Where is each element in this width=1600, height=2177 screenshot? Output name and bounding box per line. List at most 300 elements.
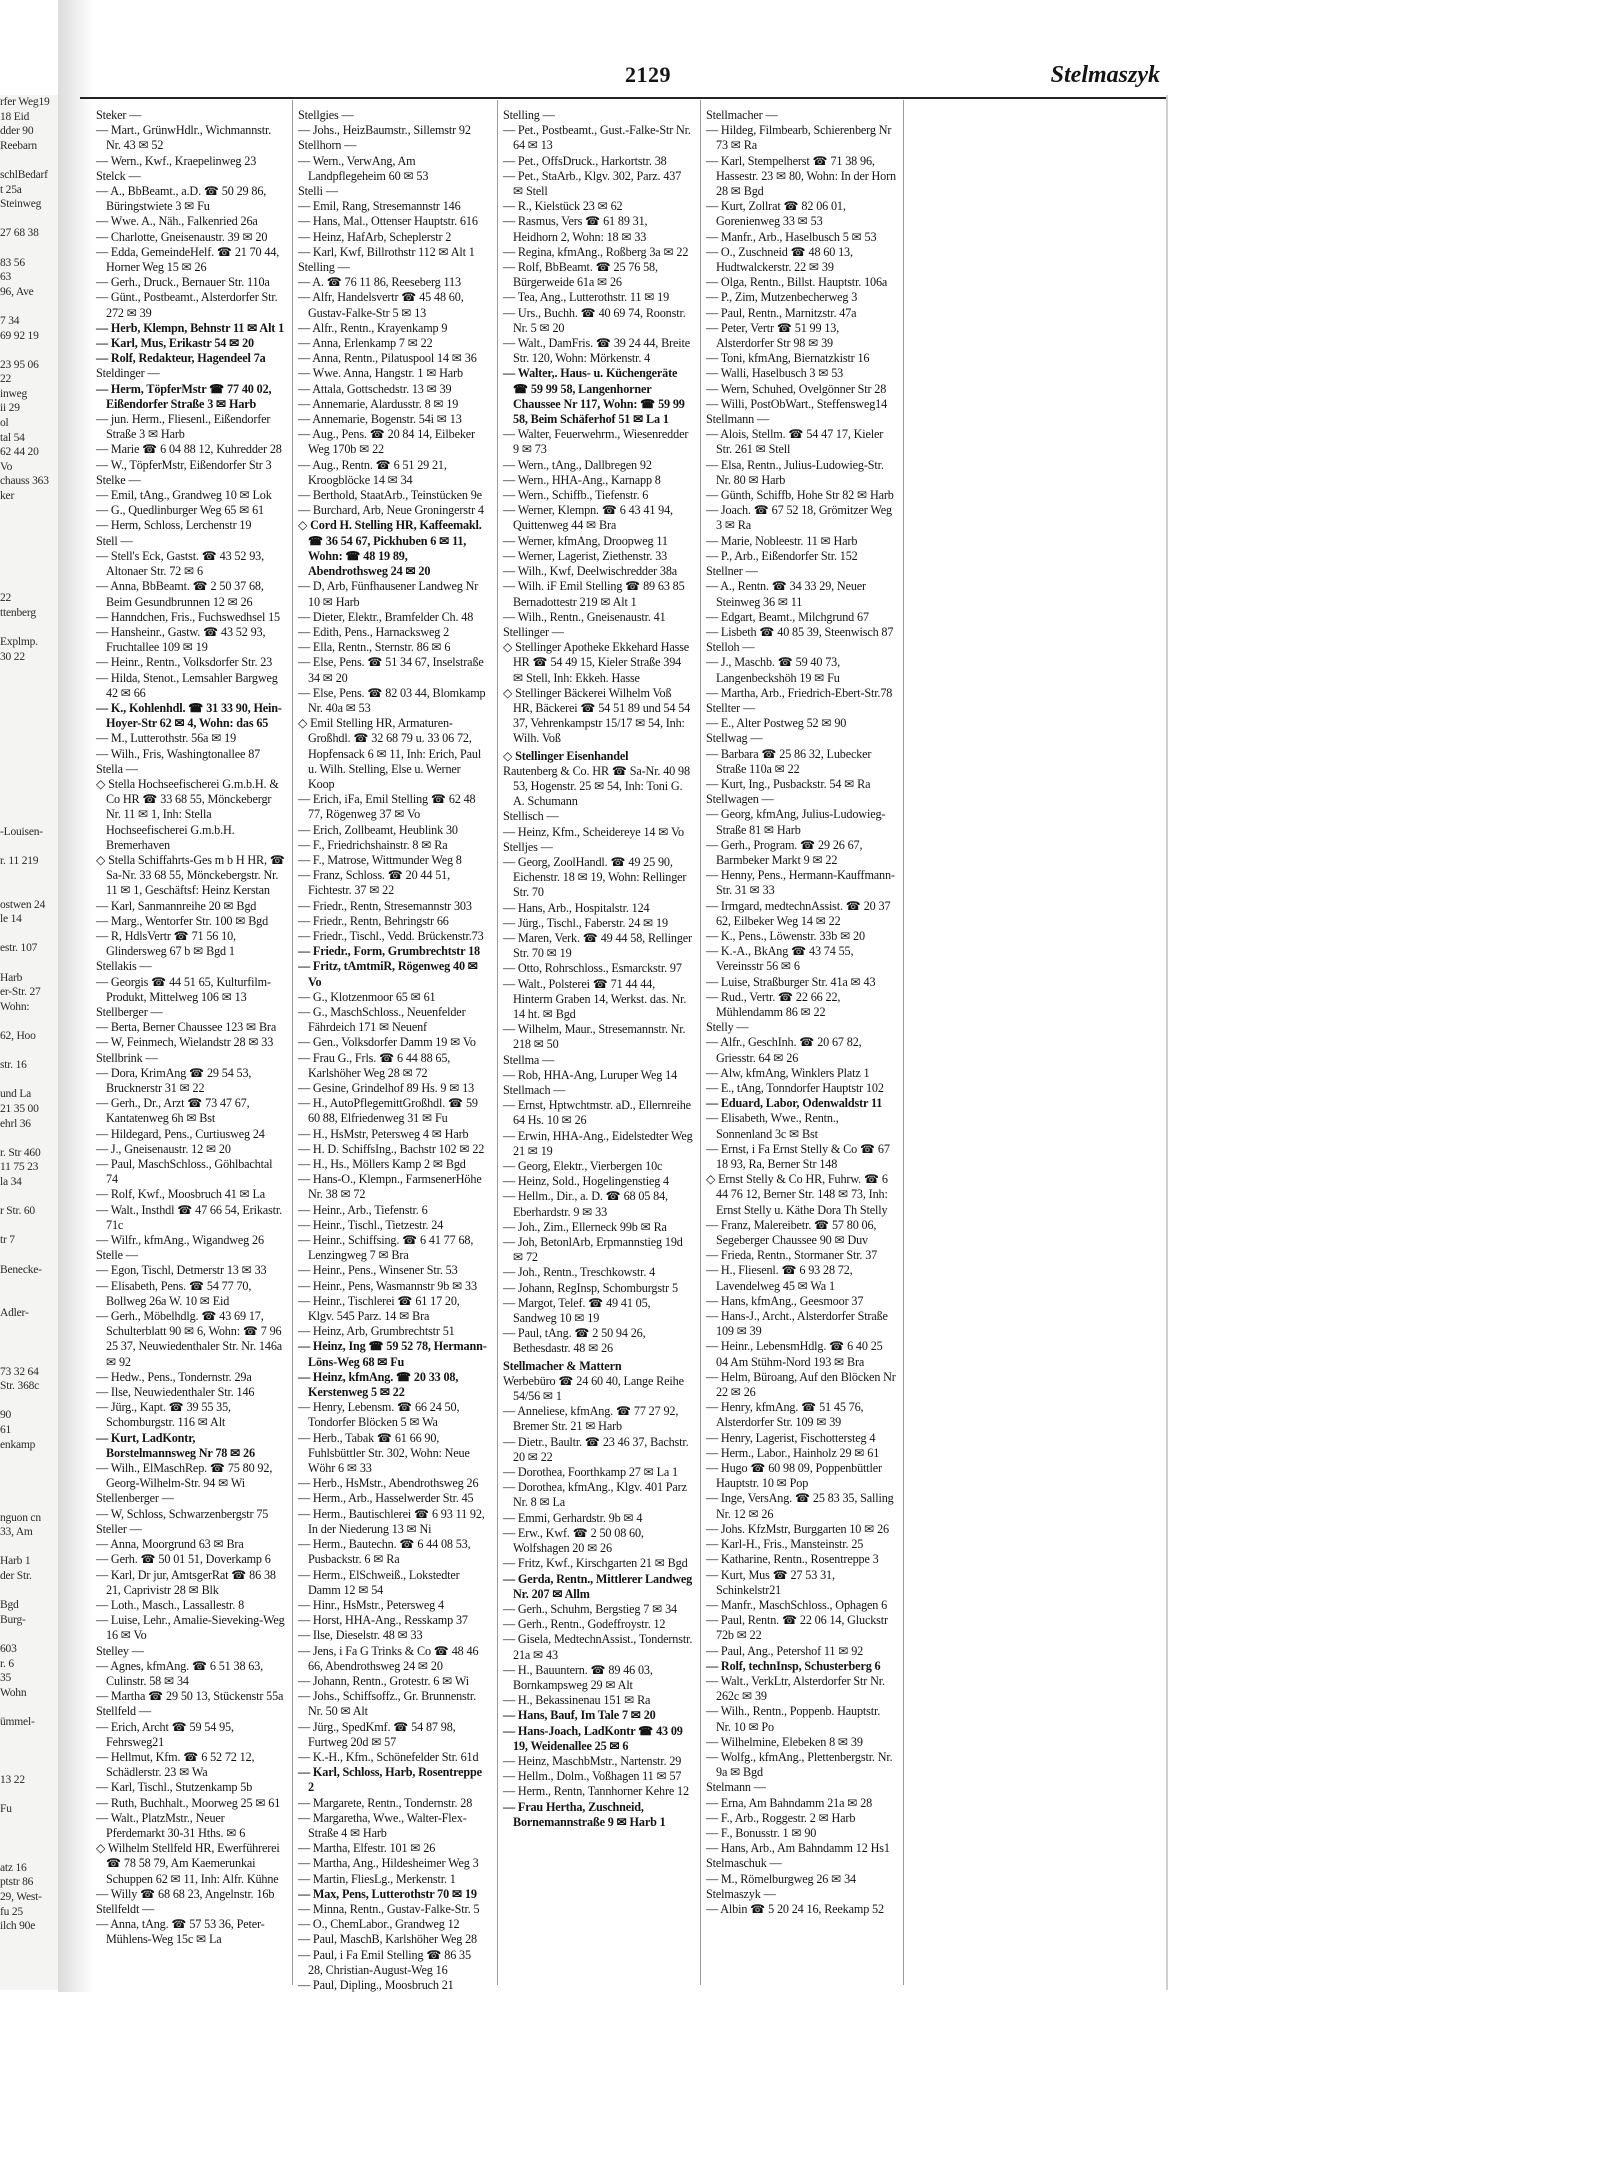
directory-entry: — Gisela, MedtechnAssist., Tondernstr. 21a ✉ 43 — [503, 1632, 693, 1662]
column-divider — [292, 100, 293, 1985]
margin-fragment: enkamp — [0, 1438, 36, 1451]
directory-entry: — F., Friedrichshainstr. 8 ✉ Ra — [298, 837, 448, 852]
margin-fragment — [0, 1073, 58, 1088]
directory-entry: — A., Rentn. ☎ 34 33 29, Neuer Steinweg 36 ✉ 11 — [706, 579, 866, 609]
margin-fragment: 33, Am — [0, 1526, 33, 1539]
directory-entry: — Elsa, Rentn., Julius-Ludowieg-Str. Nr. 80 ✉ Harb — [706, 457, 884, 487]
directory-entry: — Wolfg., kfmAng., Plettenbergstr. Nr. 9a ✉ Bgd — [706, 1749, 893, 1780]
margin-fragment — [0, 839, 58, 854]
directory-entry: — Paul, MaschB, Karlshöher Weg 28 — [298, 1932, 477, 1947]
directory-entry: — Willy ☎ 68 68 23, Angelnstr. 16b — [96, 1886, 275, 1901]
directory-entry: — Günth, Schiffb, Hohe Str 82 ✉ Harb — [706, 488, 894, 503]
margin-fragment: rfer Weg19 — [0, 96, 50, 108]
directory-entry: — Fritz, tAmtmiR, Rögenweg 40 ✉ Vo — [298, 959, 478, 989]
directory-entry: — Karl, Tischl., Stutzenkamp 5b — [96, 1780, 253, 1795]
directory-entry: — Kurt, LadKontr, Borstelmannsweg Nr 78 ✉ 26 — [96, 1430, 255, 1460]
directory-entry: — Willi, PostObWart., Steffensweg14 — [706, 396, 888, 411]
directory-entry: — Walter, Feuerwehrm., Wiesenredder 9 ✉ 73 — [503, 427, 689, 457]
directory-entry: — Walter,. Haus- u. Küchengeräte ☎ 59 99 58, Langenhorner Chaussee Nr 117, Wohn: ☎ 59 99 58, Beim Schäferhof 51 ✉ La 1 — [503, 366, 685, 427]
directory-entry: — Karl-H., Fris., Mansteinstr. 25 — [706, 1537, 864, 1552]
directory-entry: — Herm., ElSchweiß., Lokstedter Damm 12 ✉ 54 — [298, 1567, 460, 1597]
directory-entry: ◇ Stella Hochseefischerei G.m.b.H. & Co HR ☎ 33 68 55, Mönckebergr Nr. 11 ✉ 1, Inh: Stella Hochseefischerei G.m.b.H. Bremerhaven — [96, 776, 279, 852]
directory-entry: — Elisabeth, Pens. ☎ 54 77 70, Bollweg 26a W. 10 ✉ Eid — [96, 1278, 252, 1308]
directory-entry: — Frau G., Frls. ☎ 6 44 88 65, Karlshöher Weg 28 ✉ 72 — [298, 1050, 451, 1080]
margin-fragment — [0, 1321, 58, 1336]
directory-entry: — Rolf, Kwf., Moosbruch 41 ✉ La — [96, 1187, 266, 1202]
directory-entry: — Emil, tAng., Grandweg 10 ✉ Lok — [96, 488, 272, 503]
margin-fragment — [0, 1394, 58, 1409]
margin-fragment: ol — [0, 417, 9, 430]
directory-entry: — Paul, MaschSchloss., Göhlbachtal 74 — [96, 1157, 273, 1187]
margin-fragment: le 14 — [0, 913, 22, 926]
margin-fragment — [0, 1044, 58, 1059]
margin-fragment — [0, 241, 58, 256]
directory-entry: — F., Matrose, Wittmunder Weg 8 — [298, 852, 462, 867]
directory-entry: — Joh., Rentn., Treschkowstr. 4 — [503, 1265, 656, 1280]
margin-fragment — [0, 679, 58, 694]
margin-fragment — [0, 781, 58, 796]
directory-entry: — Hanndchen, Fris., Fuchswedhsel 15 — [96, 609, 280, 624]
margin-fragment: Bgd — [0, 1599, 19, 1612]
directory-entry: — Martha, Ang., Hildesheimer Weg 3 — [298, 1856, 479, 1871]
directory-entry: — Horst, HHA-Ang., Resskamp 37 — [298, 1613, 468, 1628]
directory-entry: — Hellm., Dir., a. D. ☎ 68 05 84, Eberhardstr. 9 ✉ 33 — [503, 1189, 668, 1219]
margin-fragment — [0, 1832, 58, 1847]
directory-entry: — Johs., Schiffsoffz., Gr. Brunnenstr. Nr. 50 ✉ Alt — [298, 1689, 477, 1719]
margin-fragment: r. 6 — [0, 1657, 14, 1670]
directory-entry: — Manfr., Arb., Haselbusch 5 ✉ 53 — [706, 229, 877, 244]
directory-entry: — G., Klotzenmoor 65 ✉ 61 — [298, 989, 436, 1004]
margin-fragment — [0, 504, 58, 519]
margin-fragment — [0, 547, 58, 562]
directory-entry: — Georg, Elektr., Vierbergen 10c — [503, 1159, 663, 1174]
directory-entry: — Pet., StaArb., Klgv. 302, Parz. 437 ✉ Stell — [503, 168, 682, 199]
directory-entry: — Otto, Rohrschloss., Esmarckstr. 97 — [503, 961, 682, 976]
directory-entry: — Hans, Mal., Ottenser Hauptstr. 616 — [298, 214, 478, 229]
directory-entry: — Herb., HsMstr., Abendrothsweg 26 — [298, 1476, 479, 1491]
surname-heading: Stellakis — — [96, 959, 152, 974]
directory-entry: — Karl, Sanmannreihe 20 ✉ Bgd — [96, 898, 257, 913]
margin-fragment: 62, Hoo — [0, 1030, 36, 1042]
margin-fragment: 63 — [0, 271, 12, 284]
directory-entry: — P., Arb., Eißendorfer Str. 152 — [706, 548, 858, 563]
margin-fragment: 23 95 06 — [0, 358, 39, 371]
directory-entry: — Paul, Ang., Petershof 11 ✉ 92 — [706, 1643, 864, 1658]
directory-entry: — W, Feinmech, Wielandstr 28 ✉ 33 — [96, 1035, 274, 1050]
margin-fragment — [0, 927, 58, 942]
directory-entry: — Hans, Bauf, Im Tale 7 ✉ 20 — [503, 1708, 656, 1723]
margin-fragment: atz 16 — [0, 1861, 27, 1874]
directory-entry: — Herm, TöpferMstr ☎ 77 40 02, Eißendorfer Straße 3 ✉ Harb — [96, 381, 272, 411]
margin-fragment — [0, 1350, 58, 1365]
directory-entry: — Gerh., Rentn., Godeffroystr. 12 — [503, 1617, 666, 1632]
directory-entry: — Alfr., GeschInh. ☎ 20 67 82, Griesstr. 64 ✉ 26 — [706, 1035, 862, 1065]
directory-entry: — Ella, Rentn., Sternstr. 86 ✉ 6 — [298, 640, 451, 655]
margin-fragment — [0, 708, 58, 723]
directory-entry: — Heinr., Rentn., Volksdorfer Str. 23 — [96, 655, 273, 670]
margin-fragment: 22 — [0, 373, 12, 386]
margin-fragment: schlBedarf — [0, 168, 48, 181]
directory-entry: — Walt., VerkLtr, Alsterdorfer Str Nr. 262c ✉ 39 — [706, 1673, 885, 1704]
directory-entry: — Joach. ☎ 67 52 18, Grömitzer Weg 3 ✉ Ra — [706, 503, 892, 533]
margin-fragment: Reebarn — [0, 139, 37, 152]
directory-entry: — Karl, Schloss, Harb, Rosentreppe 2 — [298, 1765, 482, 1795]
directory-entry: — Herm., Arb., Hasselwerder Str. 45 — [298, 1491, 474, 1506]
directory-entry: — Jens, i Fa G Trinks & Co ☎ 48 46 66, Abendrothsweg 24 ✉ 20 — [298, 1643, 479, 1673]
margin-fragment — [0, 153, 58, 168]
directory-entry: — Kurt, Zollrat ☎ 82 06 01, Gorenienweg 33 ✉ 53 — [706, 199, 846, 229]
directory-entry: ◇ Stellinger Bäckerei Wilhelm Voß HR, Bäckerei ☎ 54 51 89 und 54 54 37, Vehrenkampstr 15/17 ✉ 54, Inh: Wilh. Voß — [503, 685, 691, 746]
directory-entry: — Hinr., HsMstr., Petersweg 4 — [298, 1597, 444, 1612]
margin-fragment: Str. 368c — [0, 1380, 40, 1393]
margin-fragment: str. 16 — [0, 1059, 27, 1072]
directory-entry: — Herm., Labor., Hainholz 29 ✉ 61 — [706, 1445, 880, 1460]
margin-fragment — [0, 664, 58, 679]
directory-entry: — Ilse, Neuwiedenthaler Str. 146 — [96, 1385, 255, 1400]
directory-entry: — Walt., Insthdl ☎ 47 66 54, Erikastr. 71c — [96, 1202, 282, 1232]
directory-entry: — Herm, Schloss, Lerchenstr 19 — [96, 518, 252, 533]
directory-entry: — Rolf, technInsp, Schusterberg 6 — [706, 1658, 881, 1673]
margin-fragment: ostwen 24 — [0, 898, 46, 911]
directory-column-4 — [706, 108, 896, 1988]
directory-entry: — Else, Pens. ☎ 82 03 44, Blomkamp Nr. 40a ✉ 53 — [298, 685, 486, 715]
directory-entry: — Henry, Lebensm. ☎ 66 24 50, Tondorfer Blöcken 5 ✉ Wa — [298, 1400, 460, 1430]
surname-heading: Stelli — — [298, 184, 338, 199]
directory-entry: — Martha ☎ 29 50 13, Stückenstr 55a — [96, 1689, 284, 1704]
margin-fragment — [0, 1759, 58, 1774]
directory-entry: — Heinz, Ing ☎ 59 52 78, Hermann-Löns-Weg 68 ✉ Fu — [298, 1339, 487, 1369]
directory-entry: — Anna, Rentn., Pilatuspool 14 ✉ 36 — [298, 351, 477, 366]
directory-entry: — Dorothea, kfmAng., Klgv. 401 Parz Nr. 8 ✉ La — [503, 1480, 687, 1510]
directory-entry: — Pet., Postbeamt., Gust.-Falke-Str Nr. 64 ✉ 13 — [503, 123, 691, 153]
directory-entry: — H. D. SchiffsIng., Bachstr 102 ✉ 22 — [298, 1141, 485, 1156]
directory-entry: — Rasmus, Vers ☎ 61 89 31, Heidhorn 2, Wohn: 18 ✉ 33 — [503, 214, 648, 244]
directory-entry: — Hans, Arb., Am Bahndamm 12 Hs1 — [706, 1841, 890, 1856]
directory-entry: — Wilh., ElMaschRep. ☎ 75 80 92, Georg-Wilhelm-Str. 94 ✉ Wi — [96, 1461, 273, 1491]
directory-entry: — Ilse, Dieselstr. 48 ✉ 33 — [298, 1628, 423, 1643]
directory-entry: — Werner, Lagerist, Ziethenstr. 33 — [503, 548, 668, 563]
margin-fragment — [0, 723, 58, 738]
directory-entry: — Ernst, Hptwchtmstr. aD., Ellernreihe 64 Hs. 10 ✉ 26 — [503, 1098, 691, 1128]
directory-entry: — P., Zim, Mutzenbecherweg 3 — [706, 290, 858, 305]
directory-entry: — Wern, Schuhed, Ovelgönner Str 28 — [706, 381, 887, 396]
margin-fragment: 29, West- — [0, 1891, 42, 1904]
firm-entry: ◇ Stellinger Eisenhandel — [503, 748, 629, 763]
surname-heading: Stellinger — — [503, 624, 564, 639]
directory-entry: — K.-A., BkAng ☎ 43 74 55, Vereinsstr 56 ✉ 6 — [706, 944, 854, 974]
directory-entry: Werbebüro ☎ 24 60 40, Lange Reihe 54/56 ✉ 1 — [503, 1373, 684, 1404]
directory-entry: — M., Lutterothstr. 56a ✉ 19 — [96, 731, 237, 746]
directory-entry: — Wern., Schiffb., Tiefenstr. 6 — [503, 488, 649, 503]
directory-entry: — J., Gneisenaustr. 12 ✉ 20 — [96, 1141, 231, 1156]
margin-fragment: Steinweg — [0, 198, 42, 211]
directory-entry: — Gerda, Rentn., Mittlerer Landweg Nr. 207 ✉ Allm — [503, 1571, 693, 1601]
margin-fragment — [0, 766, 58, 781]
directory-entry: — R., Kielstück 23 ✉ 62 — [503, 199, 623, 214]
directory-entry: — Elisabeth, Wwe., Rentn., Sonnenland 3c ✉ Bst — [706, 1111, 839, 1141]
directory-entry: — Gerh., Dr., Arzt ☎ 73 47 67, Kantatenweg 6h ✉ Bst — [96, 1096, 250, 1126]
margin-fragment: 7 34 — [0, 314, 20, 327]
directory-entry: — Wilh., Rentn., Poppenb. Hauptstr. Nr. 10 ✉ Po — [706, 1704, 881, 1734]
margin-fragment: Benecke- — [0, 1263, 42, 1276]
directory-entry: — Wern., Kwf., Kraepelinweg 23 — [96, 153, 257, 168]
directory-entry: — Else, Pens. ☎ 51 34 67, Inselstraße 34 ✉ 20 — [298, 655, 484, 685]
directory-entry: — Wilh., Rentn., Gneisenaustr. 41 — [503, 609, 666, 624]
directory-entry: — Dora, KrimAng ☎ 29 54 53, Brucknerstr 31 ✉ 22 — [96, 1065, 252, 1095]
directory-column-3 — [503, 108, 693, 1988]
directory-entry: — Walt., Polsterei ☎ 71 44 44, Hinterm Graben 14, Werkst. das. Nr. 14 ht. ✉ Bgd — [503, 976, 687, 1021]
margin-fragment — [0, 868, 58, 883]
directory-entry: — Wern., tAng., Dallbregen 92 — [503, 457, 652, 472]
directory-entry: — Erwin, HHA-Ang., Eidelstedter Weg 21 ✉ 19 — [503, 1128, 693, 1158]
directory-entry: — Werner, kfmAng, Droopweg 11 — [503, 533, 668, 548]
margin-fragment: Adler- — [0, 1307, 29, 1320]
margin-fragment: Wohn — [0, 1686, 27, 1699]
directory-entry: — Edda, GemeindeHelf. ☎ 21 70 44, Horner Weg 15 ✉ 26 — [96, 244, 280, 275]
directory-entry: — H., HsMstr, Petersweg 4 ✉ Harb — [298, 1126, 469, 1141]
margin-fragment — [0, 533, 58, 548]
directory-entry: — Berthold, StaatArb., Teinstücken 9e — [298, 488, 482, 503]
directory-entry: ◇ Stellinger Apotheke Ekkehard Hasse HR ☎ 54 49 15, Kieler Straße 394 ✉ Stell, Inh: Ekkeh. Hasse — [503, 640, 690, 685]
directory-entry: — Attala, Gottschedstr. 13 ✉ 39 — [298, 381, 452, 396]
margin-fragment: chauss 363 — [0, 475, 49, 488]
margin-fragment — [0, 1335, 58, 1350]
directory-entry: — Jürg., Tischl., Faberstr. 24 ✉ 19 — [503, 915, 668, 930]
directory-entry: — Manfr., MaschSchloss., Ophagen 6 — [706, 1597, 888, 1612]
directory-entry: — Anna, Moorgrund 63 ✉ Bra — [96, 1537, 244, 1552]
directory-entry: — Erna, Am Bahndamm 21a ✉ 28 — [706, 1795, 873, 1810]
directory-entry: — Marie ☎ 6 04 88 12, Kuhredder 28 — [96, 442, 282, 457]
blank-right-margin — [1172, 0, 1600, 2177]
directory-entry: — Friedr., Form, Grumbrechtstr 18 — [298, 944, 481, 959]
margin-fragment: 13 22 — [0, 1774, 25, 1787]
surname-heading: Steller — — [96, 1521, 142, 1536]
directory-entry: — Hildeg, Filmbearb, Schierenberg Nr 73 ✉ Ra — [706, 123, 892, 153]
directory-entry: — Hildegard, Pens., Curtiusweg 24 — [96, 1126, 265, 1141]
directory-entry: — Werner, Klempn. ☎ 6 43 41 94, Quittenweg 44 ✉ Bra — [503, 503, 673, 533]
directory-entry: — Anneliese, kfmAng. ☎ 77 27 92, Bremer Str. 21 ✉ Harb — [503, 1404, 679, 1434]
directory-entry: — Alfr, Handelsvertr ☎ 45 48 60, Gustav-Falke-Str 5 ✉ 13 — [298, 290, 464, 320]
directory-entry: — Hellm., Dolm., Voßhagen 11 ✉ 57 — [503, 1769, 682, 1784]
directory-entry: — F., Arb., Roggestr. 2 ✉ Harb — [706, 1810, 856, 1825]
margin-fragment — [0, 1627, 58, 1642]
directory-entry: — Frieda, Rentn., Stormaner Str. 37 — [706, 1248, 878, 1263]
directory-entry: — Herm., Bautischlerei ☎ 6 93 11 92, In der Niederung 13 ✉ Ni — [298, 1506, 485, 1536]
directory-entry: — Anna, Erlenkamp 7 ✉ 22 — [298, 336, 433, 351]
margin-fragment: r Str. 60 — [0, 1205, 35, 1218]
margin-fragment: Vo — [0, 460, 13, 473]
margin-fragment: ii 29 — [0, 402, 20, 415]
directory-entry: — Heinr., LebensmHdlg. ☎ 6 40 25 04 Am Stühm-Nord 193 ✉ Bra — [706, 1339, 883, 1369]
directory-entry: — A. ☎ 76 11 86, Reeseberg 113 — [298, 275, 461, 290]
directory-entry: — O., Zuschneid ☎ 48 60 13, Hudtwalckerstr. 22 ✉ 39 — [706, 244, 853, 275]
directory-entry: — Johs. KfzMstr, Burggarten 10 ✉ 26 — [706, 1521, 889, 1536]
directory-entry: — Heinr., Schiffsing. ☎ 6 41 77 68, Lenzingweg 7 ✉ Bra — [298, 1233, 474, 1263]
margin-fragment — [0, 1481, 58, 1496]
margin-fragment: -Louisen- — [0, 825, 43, 838]
margin-fragment — [0, 1788, 58, 1803]
surname-heading: Stellner — — [706, 564, 758, 579]
directory-entry: — Johs., HeizBaumstr., Sillemstr 92 — [298, 123, 471, 138]
surname-heading: Stellma — — [503, 1052, 555, 1067]
directory-entry: — Aug., Pens. ☎ 20 84 14, Eilbeker Weg 170b ✉ 22 — [298, 427, 475, 457]
directory-entry: ◇ Emil Stelling HR, Armaturen-Großhdl. ☎ 32 68 79 u. 33 06 72, Hopfensack 6 ✉ 11, Inh: Erich, Paul u. Wilh. Stelling, Else u. Werner Koop — [298, 716, 482, 791]
surname-heading: Stelling — — [298, 260, 350, 275]
margin-fragment — [0, 343, 58, 358]
directory-entry: — H., Bauuntern. ☎ 89 46 03, Bornkampsweg 29 ✉ Alt — [503, 1662, 653, 1692]
margin-fragment: 18 Eid — [0, 110, 30, 123]
directory-entry: — Gerh., Schuhm, Bergstieg 7 ✉ 34 — [503, 1601, 677, 1616]
margin-fragment: t 25a — [0, 183, 22, 196]
column-divider — [700, 100, 701, 1985]
directory-entry: — Emmi, Gerhardstr. 9b ✉ 4 — [503, 1510, 643, 1525]
directory-entry: — Paul, Dipling., Moosbruch 21 — [298, 1977, 454, 1992]
directory-entry: — Marie, Nobleestr. 11 ✉ Harb — [706, 533, 858, 548]
directory-entry: — Martha, Arb., Friedrich-Ebert-Str.78 — [706, 685, 893, 700]
directory-entry: — Margaretha, Wwe., Walter-Flex-Straße 4 ✉ Harb — [298, 1810, 467, 1840]
directory-entry: — Rolf, BbBeamt. ☎ 25 76 58, Bürgerweide 61a ✉ 26 — [503, 260, 658, 290]
margin-fragment — [0, 212, 58, 227]
directory-entry: — Hellmut, Kfm. ☎ 6 52 72 12, Schädlerstr. 23 ✉ Wa — [96, 1749, 255, 1780]
directory-entry: — Dietr., Baultr. ☎ 23 46 37, Bachstr. 20 ✉ 22 — [503, 1434, 689, 1464]
surname-heading: Stellenberger — — [96, 1491, 174, 1506]
directory-entry: — Friedr., Rentn, Stresemannstr 303 — [298, 898, 472, 913]
directory-entry: — Barbara ☎ 25 86 32, Lubecker Straße 110a ✉ 22 — [706, 746, 872, 776]
margin-fragment: ümmel- — [0, 1715, 35, 1728]
margin-fragment: 69 92 19 — [0, 329, 39, 342]
directory-entry: — Paul, Rentn., Marnitzstr. 47a — [706, 305, 857, 320]
blank-bottom-margin — [0, 1992, 1600, 2177]
directory-entry: — Günt., Postbeamt., Alsterdorfer Str. 272 ✉ 39 — [96, 290, 278, 320]
directory-entry: — Herb, Klempn, Behnstr 11 ✉ Alt 1 — [96, 320, 285, 335]
margin-fragment: tr 7 — [0, 1234, 15, 1247]
surname-heading: Stellbrink — — [96, 1050, 158, 1065]
column-divider — [903, 100, 904, 1985]
directory-entry: — Wilhelm, Maur., Stresemannstr. Nr. 218 ✉ 50 — [503, 1022, 686, 1052]
directory-entry: — Alw, kfmAng, Winklers Platz 1 — [706, 1065, 870, 1080]
directory-entry: — Inge, VersAng. ☎ 25 83 35, Salling Nr. 12 ✉ 26 — [706, 1491, 894, 1521]
directory-entry: ◇ Cord H. Stelling HR, Kaffeemakl. ☎ 36 54 67, Pickhuben 6 ✉ 11, Wohn: ☎ 48 19 89, Abendrothsweg 24 ✉ 20 — [298, 518, 482, 579]
directory-entry: — Lisbeth ☎ 40 85 39, Steenwisch 87 — [706, 624, 894, 639]
directory-entry: — Heinz, HafArb, Scheplerstr 2 — [298, 229, 452, 244]
directory-entry: — Erich, Archt ☎ 59 54 95, Fehrsweg21 — [96, 1719, 234, 1749]
margin-fragment: nguon cn — [0, 1511, 41, 1524]
directory-entry: — Henry, Lagerist, Fischottersteg 4 — [706, 1430, 876, 1445]
surname-heading: Stellisch — — [503, 809, 559, 824]
directory-entry: — Dorothea, Foorthkamp 27 ✉ La 1 — [503, 1465, 678, 1480]
margin-fragment: ehrl 36 — [0, 1117, 31, 1130]
page-header — [90, 60, 1160, 94]
margin-fragment: Wohn: — [0, 1000, 30, 1013]
surname-heading: Stelling — — [503, 108, 555, 122]
margin-fragment: 21 35 00 — [0, 1102, 39, 1115]
directory-entry: — H., AutoPflegemittGroßhdl. ☎ 59 60 88, Elfriedenweg 31 ✉ Fu — [298, 1096, 478, 1126]
directory-entry: — Wilh., Kwf, Deelwischredder 38a — [503, 564, 678, 579]
surname-heading: Stelloh — — [706, 640, 755, 655]
margin-fragment — [0, 1846, 58, 1861]
directory-entry: — Wilh., Fris, Washingtonallee 87 — [96, 746, 261, 761]
directory-entry: — H., Bekassinenau 151 ✉ Ra — [503, 1693, 651, 1708]
directory-entry: — Alois, Stellm. ☎ 54 47 17, Kieler Str. 261 ✉ Stell — [706, 427, 884, 457]
directory-entry: — Max, Pens, Lutterothstr 70 ✉ 19 — [298, 1886, 477, 1901]
directory-entry: — Margarete, Rentn., Tondernstr. 28 — [298, 1795, 473, 1810]
directory-entry: — Heinz, Sold., Hogelingenstieg 4 — [503, 1174, 669, 1189]
directory-entry: — Dieter, Elektr., Bramfelder Ch. 48 — [298, 609, 474, 624]
directory-entry: — Erich, iFa, Emil Stelling ☎ 62 48 77, Rögenweg 37 ✉ Vo — [298, 792, 476, 822]
margin-fragment: 27 68 38 — [0, 227, 39, 240]
directory-entry: — Wilh. iF Emil Stelling ☎ 89 63 85 Bernadottestr 219 ✉ Alt 1 — [503, 579, 685, 609]
directory-entry: — Anna, BbBeamt. ☎ 2 50 37 68, Beim Gesundbrunnen 12 ✉ 26 — [96, 579, 264, 609]
margin-fragment — [0, 796, 58, 811]
directory-entry: — F., Bonusstr. 1 ✉ 90 — [706, 1825, 817, 1840]
directory-entry: — Annemarie, Alardusstr. 8 ✉ 19 — [298, 396, 459, 411]
margin-fragment: 11 75 23 — [0, 1161, 39, 1174]
margin-fragment: estr. 107 — [0, 942, 38, 955]
directory-entry: — Joh., Zim., Ellerneck 99b ✉ Ra — [503, 1219, 667, 1234]
margin-fragment: ker — [0, 490, 15, 503]
directory-entry: — Tea, Ang., Lutterothstr. 11 ✉ 19 — [503, 290, 670, 305]
margin-fragment: 96, Ave — [0, 285, 34, 298]
margin-fragment — [0, 1248, 58, 1263]
margin-fragment: fu 25 — [0, 1905, 23, 1918]
directory-entry: — Gerh., Program. ☎ 29 26 67, Barmbeker Markt 9 ✉ 22 — [706, 837, 863, 867]
directory-entry: — Ruth, Buchhalt., Moorweg 25 ✉ 61 — [96, 1795, 281, 1810]
directory-entry: — Rolf, Redakteur, Hagendeel 7a — [96, 351, 266, 366]
directory-entry: — Karl, Kwf, Billrothstr 112 ✉ Alt 1 — [298, 244, 475, 259]
margin-fragment — [0, 562, 58, 577]
directory-entry: — H., Hs., Möllers Kamp 2 ✉ Bgd — [298, 1157, 466, 1172]
directory-entry: — Hansheinr., Gastw. ☎ 43 52 93, Fruchtallee 109 ✉ 19 — [96, 624, 266, 655]
margin-fragment — [0, 1817, 58, 1832]
margin-fragment — [0, 1700, 58, 1715]
surname-heading: Stellgies — — [298, 108, 354, 122]
directory-entry: — Pet., OffsDruck., Harkortstr. 38 — [503, 153, 667, 168]
directory-entry: — Kurt, Ing., Pusbackstr. 54 ✉ Ra — [706, 776, 871, 791]
margin-fragment — [0, 1190, 58, 1205]
margin-fragment — [0, 299, 58, 314]
directory-column-1 — [96, 108, 286, 1988]
directory-entry: — Anna, tAng. ☎ 57 53 36, Peter-Mühlens-Weg 15c ✉ La — [96, 1917, 265, 1947]
directory-entry: — Hans-J., Archt., Alsterdorfer Straße 109 ✉ 39 — [706, 1309, 888, 1339]
surname-heading: Stellmann — — [706, 412, 770, 427]
margin-fragment: 30 22 — [0, 650, 25, 663]
directory-entry: — Helm, Büroang, Auf den Blöcken Nr 22 ✉ 26 — [706, 1369, 896, 1400]
directory-entry: — Mart., GrünwHdlr., Wichmannstr. Nr. 43 ✉ 52 — [96, 123, 272, 153]
directory-entry: — Aug., Rentn. ☎ 6 51 29 21, Kroogblöcke 14 ✉ 34 — [298, 457, 447, 487]
directory-entry: — Heinz, Arb, Grumbrechtstr 51 — [298, 1324, 455, 1339]
surname-heading: Steker — — [96, 108, 142, 122]
directory-entry: — Charlotte, Gneisenaustr. 39 ✉ 20 — [96, 229, 268, 244]
previous-page-edge — [0, 95, 58, 1990]
directory-entry: — Paul, i Fa Emil Stelling ☎ 86 35 28, Christian-August-Weg 16 — [298, 1947, 471, 1977]
surname-heading: Stelly — — [706, 1020, 749, 1035]
margin-fragment: ttenberg — [0, 606, 36, 619]
page-number: 2129 — [625, 62, 671, 87]
directory-entry: — Karl, Stempelherst ☎ 71 38 96, Hassestr. 23 ✉ 80, Wohn: In der Horn 28 ✉ Bgd — [706, 153, 896, 199]
surname-heading: Stelmann — — [706, 1780, 766, 1795]
directory-entry: — Franz, Schloss. ☎ 20 44 51, Fichtestr. 37 ✉ 22 — [298, 868, 450, 898]
directory-entry: — Heinz, kfmAng. ☎ 20 33 08, Kerstenweg 5 ✉ 22 — [298, 1369, 459, 1400]
directory-entry: — Loth., Masch., Lassallestr. 8 — [96, 1597, 245, 1612]
directory-entry: — G., MaschSchloss., Neuenfelder Fährdeich 171 ✉ Neuenf — [298, 1004, 466, 1035]
directory-entry: — E., tAng, Tonndorfer Hauptstr 102 — [706, 1081, 884, 1095]
directory-entry: — Eduard, Labor, Odenwaldstr 11 — [706, 1096, 883, 1111]
directory-entry: — Frau Hertha, Zuschneid, Bornemannstraße 9 ✉ Harb 1 — [503, 1799, 666, 1829]
directory-entry: — Heinr., Pens., Winsener Str. 53 — [298, 1263, 458, 1278]
directory-entry: — K.-H., Kfm., Schönefelder Str. 61d — [298, 1749, 479, 1764]
margin-fragment: 22 — [0, 592, 12, 605]
margin-fragment: ilch 90e — [0, 1920, 36, 1933]
